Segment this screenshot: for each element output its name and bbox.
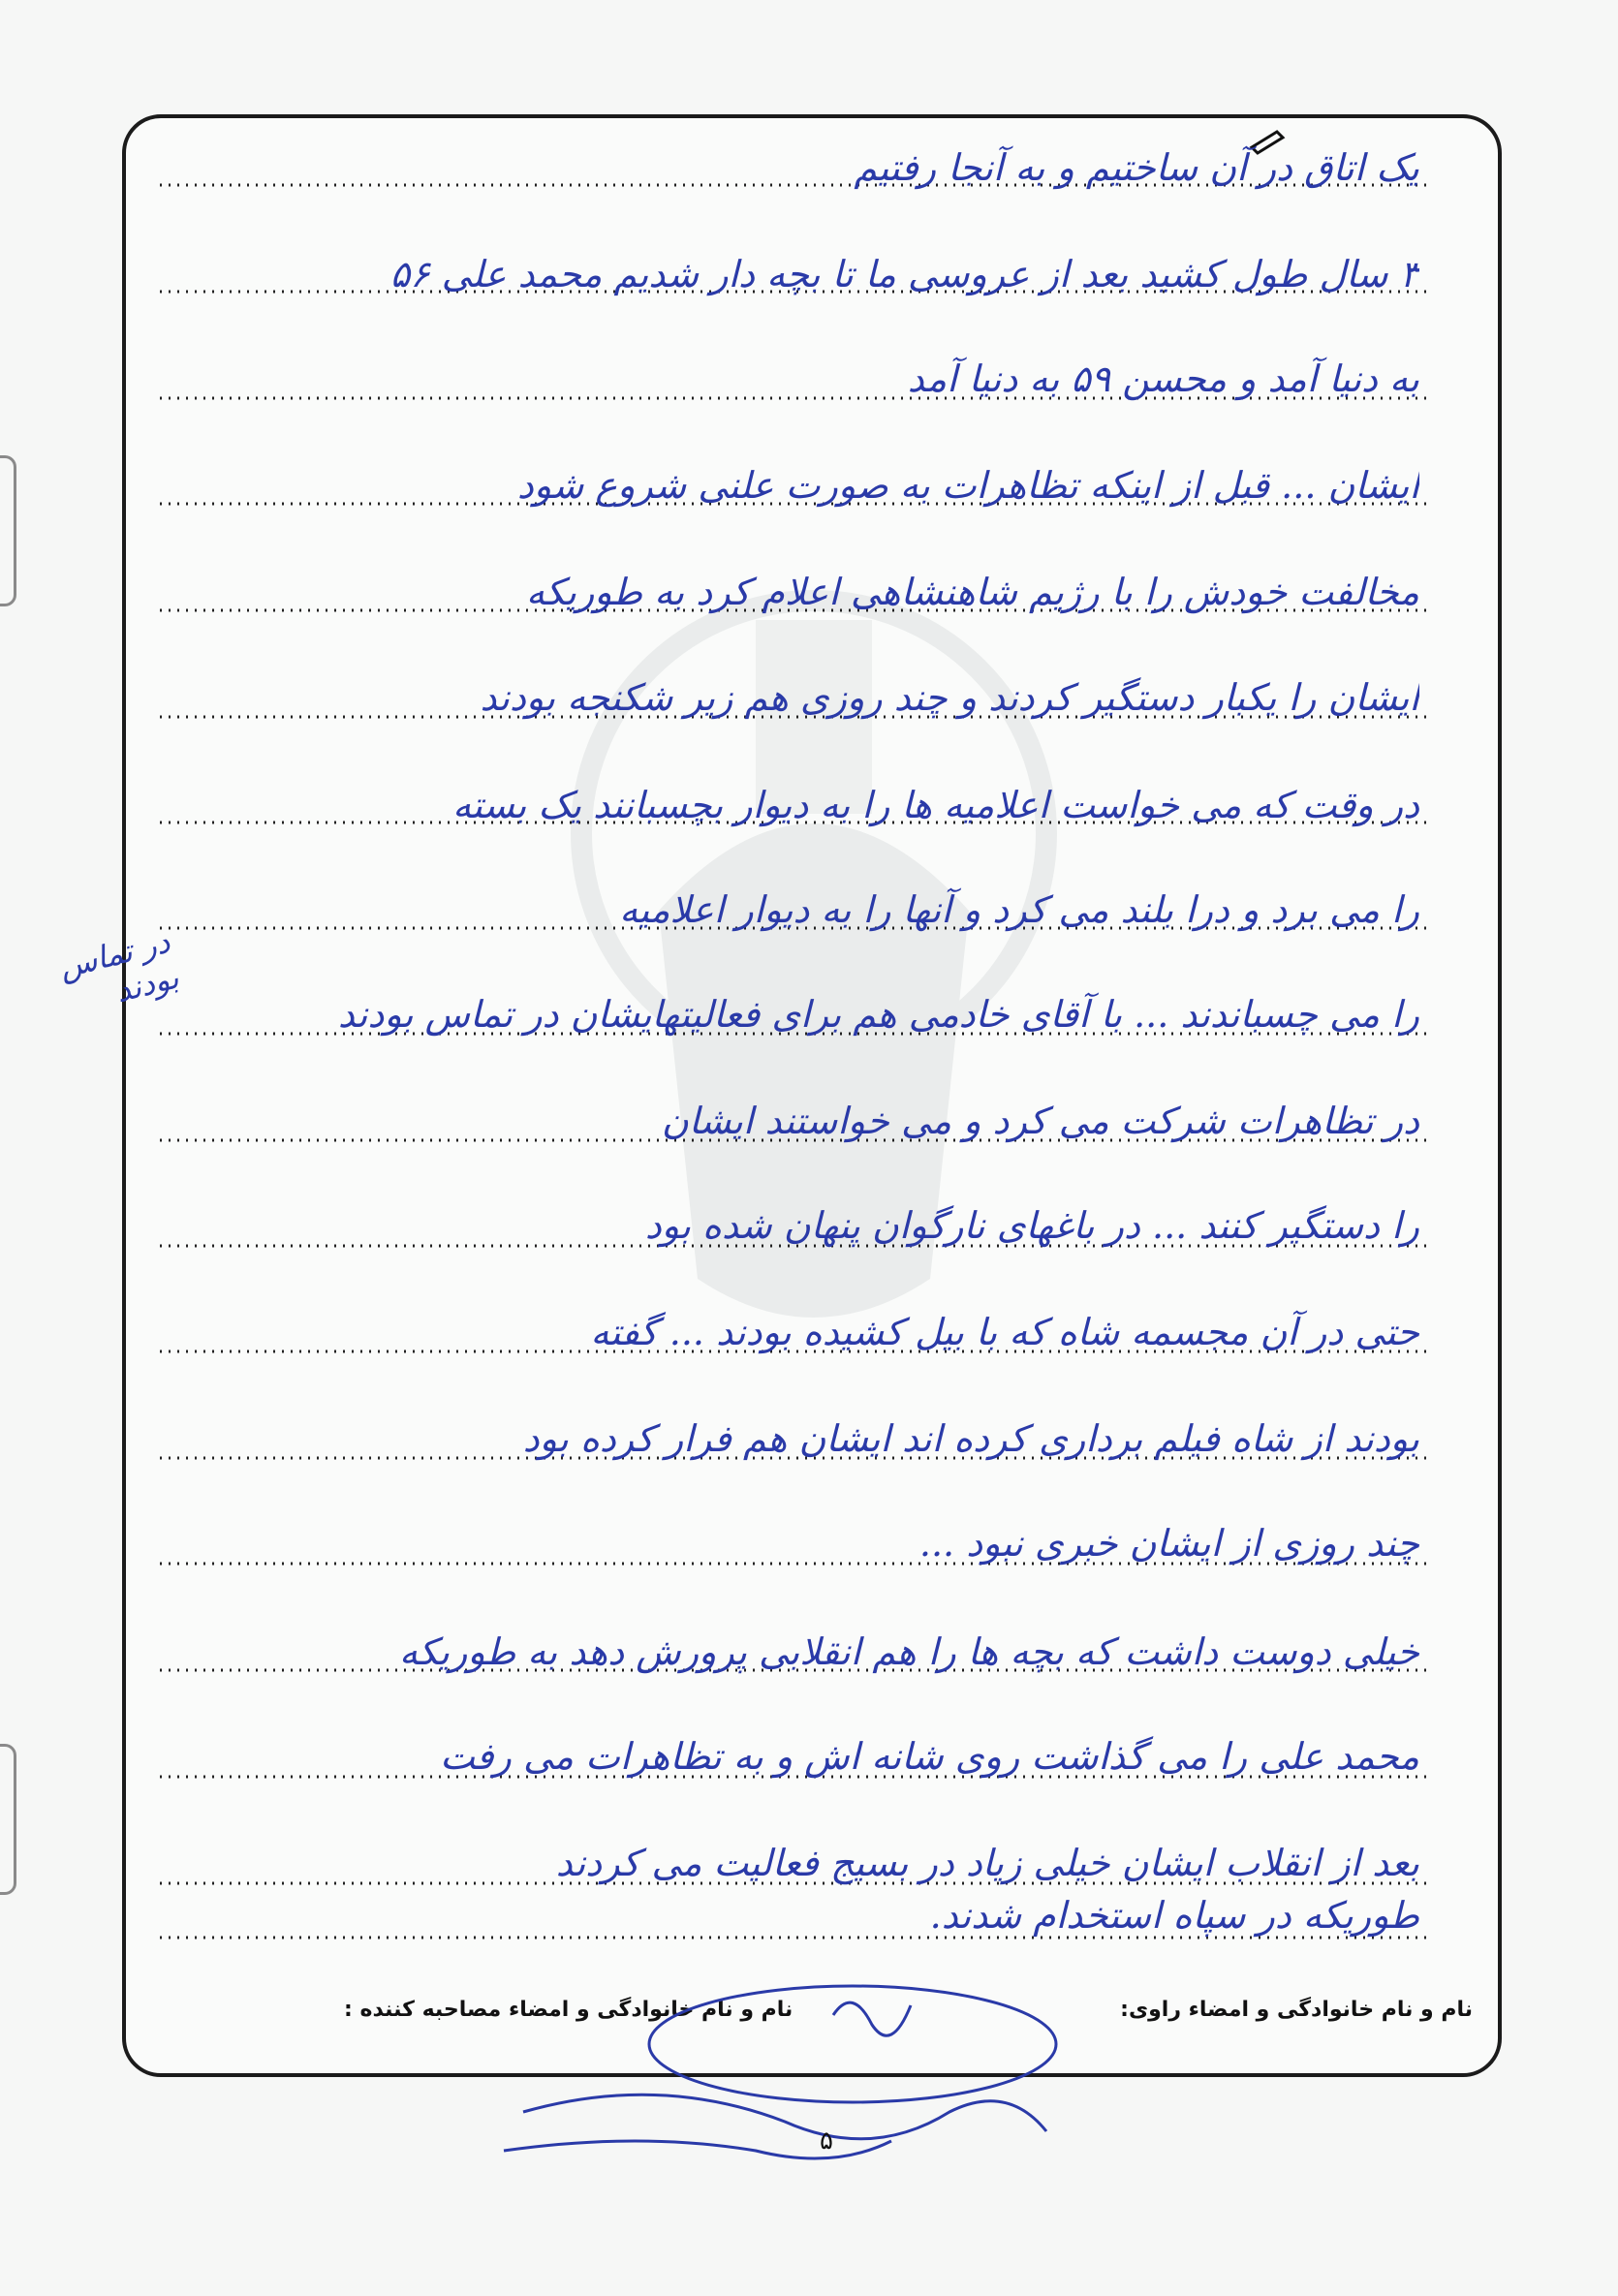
handwritten-line-1: یک اتاق در آن ساختیم و به آنجا رفتیم bbox=[854, 146, 1419, 189]
margin-note: در تماس بودند bbox=[55, 922, 183, 1010]
handwritten-line-11: را دستگیر کنند ... در باغهای نارگوان پنهان شده بود bbox=[644, 1204, 1419, 1247]
handwritten-line-12: حتی در آن مجسمه شاه که با بیل کشیده بودند ... گفته bbox=[590, 1311, 1419, 1353]
handwritten-line-10: در تظاهرات شرکت می کرد و می خواستند ایشان bbox=[661, 1100, 1419, 1142]
handwritten-line-13: بودند از شاه فیلم برداری کرده اند ایشان هم فرار کرده بود bbox=[522, 1417, 1419, 1460]
handwritten-line-6: ایشان را یکبار دستگیر کردند و چند روزی هم زیر شکنجه بودند bbox=[480, 676, 1419, 719]
narrator-signature-label: نام و نام خانوادگی و امضاء راوی: bbox=[1120, 1998, 1473, 2022]
handwritten-line-16: محمد علی را می گذاشت روی شانه اش و به تظاهرات می رفت bbox=[440, 1735, 1419, 1778]
handwritten-line-5: مخالفت خودش را با رژیم شاهنشاهی اعلام کرد به طوریکه bbox=[526, 571, 1419, 613]
handwritten-line-8: را می برد و درا بلند می کرد و آنها را به دیوار اعلامیه bbox=[619, 888, 1419, 931]
handwritten-line-15: خیلی دوست داشت که بچه ها را هم انقلابی پرورش دهد به طوریکه bbox=[399, 1630, 1419, 1673]
page-number: ۵ bbox=[820, 2126, 833, 2156]
binder-ring-top bbox=[0, 455, 16, 606]
binder-ring-bottom bbox=[0, 1744, 16, 1895]
handwritten-line-3: به دنیا آمد و محسن ۵۹ به دنیا آمد bbox=[907, 357, 1419, 400]
handwritten-line-17: بعد از انقلاب ایشان خیلی زیاد در بسیج فعالیت می کردند bbox=[555, 1842, 1419, 1884]
interviewer-signature-label: نام و نام خانوادگی و امضاء مصاحبه کننده : bbox=[344, 1998, 793, 2022]
handwritten-line-14: چند روزی از ایشان خبری نبود ... bbox=[918, 1522, 1419, 1565]
handwritten-line-9: را می چسباندند ... با آقای خادمی هم برای فعالیتهایشان در تماس بودند bbox=[337, 993, 1419, 1036]
handwritten-line-2: ۳ سال طول کشید بعد از عروسی ما تا بچه دار شدیم محمد علی ۵۶ bbox=[389, 253, 1419, 295]
signature-scribble bbox=[465, 1967, 1201, 2199]
handwritten-line-4: ایشان ... قبل از اینکه تظاهرات به صورت علنی شروع شود bbox=[516, 464, 1419, 507]
handwritten-line-7: در وقت که می خواست اعلامیه ها را به دیوار بچسبانند یک بسته bbox=[452, 784, 1419, 826]
handwritten-line-18: طوریکه در سپاه استخدام شدند. bbox=[929, 1894, 1419, 1937]
